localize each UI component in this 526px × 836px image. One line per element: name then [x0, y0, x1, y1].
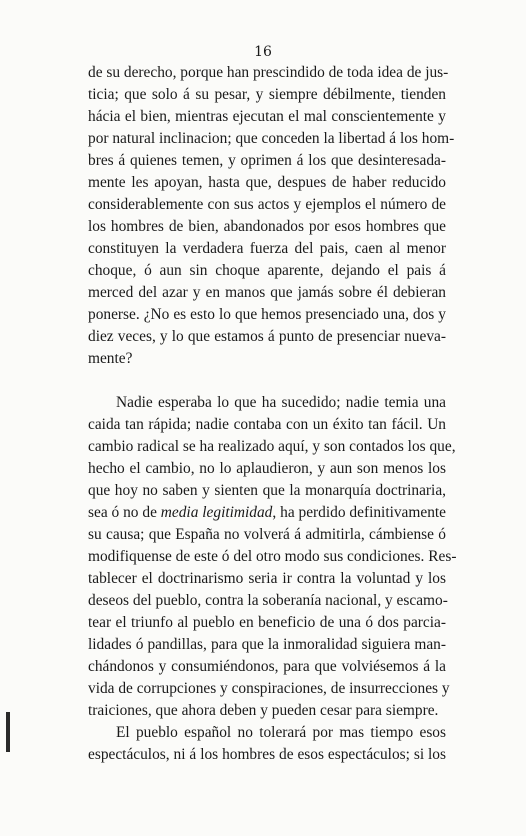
page-number: 16 — [254, 44, 272, 60]
text-line: merced del azar y en manos que jamás sobre él debieran — [88, 284, 446, 301]
text-line: bres á quienes temen, y oprimen á los que desinteresada- — [88, 152, 446, 169]
text-line: traiciones, que ahora deben y pueden cesar para siempre. — [88, 702, 439, 719]
text-line: Nadie esperaba lo que ha sucedido; nadie temia una — [116, 394, 446, 411]
italic-phrase: media legitimidad — [160, 504, 273, 521]
text-line: ticia; que solo á su pesar, y siempre débilmente, tienden — [88, 86, 446, 103]
text-line: cambio radical se ha realizado aquí, y son contados los que, — [88, 438, 456, 455]
text-line: caida tan rápida; nadie contaba con un éxito tan fácil. Un — [88, 416, 446, 433]
text-line: ponerse. ¿No es esto lo que hemos presenciado una, dos y — [88, 306, 446, 323]
text-line: El pueblo español no tolerará por mas tiempo esos — [116, 724, 446, 741]
text-line: hácia el bien, mientras ejecutan el mal conscientemente y — [88, 108, 446, 125]
text-line: tablecer el doctrinarismo seria ir contra la voluntad y los — [88, 570, 446, 587]
text-line: por natural inclinacion; que conceden la libertad á los hom- — [88, 130, 455, 147]
text-line: deseos del pueblo, contra la soberanía nacional, y escamo- — [88, 592, 448, 609]
text-line: mente les apoyan, hasta que, despues de haber reducido — [88, 174, 446, 191]
text-line: hecho el cambio, no lo aplaudieron, y aun son menos los — [88, 460, 446, 477]
text-line: chándonos y consumiéndonos, para que volviésemos á la — [88, 658, 446, 675]
text-line: mente? — [88, 350, 133, 367]
text-line: tear el triunfo al pueblo en beneficio de una ó dos parcia- — [88, 614, 446, 631]
text-line: que hoy no saben y sienten que la monarquía doctrinaria, — [88, 482, 446, 499]
text-line: choque, ó aun sin choque aparente, dejando el pais á — [88, 262, 446, 279]
text-line: lidades ó pandillas, para que la inmoralidad siguiera man- — [88, 636, 446, 653]
text-line: considerablemente con sus actos y ejemplos el número de — [88, 196, 446, 213]
text-line: los hombres de bien, abandonados por esos hombres que — [88, 218, 446, 235]
margin-mark — [6, 712, 10, 752]
text-line: constituyen la verdadera fuerza del pais, caen al menor — [88, 240, 446, 257]
text-line: espectáculos, ni á los hombres de esos espectáculos; si los — [88, 746, 446, 763]
text-line: de su derecho, porque han prescindido de toda idea de jus- — [88, 64, 449, 81]
text-line: modifiquense de este ó del otro modo sus condiciones. Res- — [88, 548, 457, 565]
text-line: vida de corrupciones y conspiraciones, de insurrecciones y — [88, 680, 450, 697]
text-line: diez veces, y lo que estamos á punto de presenciar nueva- — [88, 328, 446, 345]
text-line: su causa; que España no volverá á admitirla, cámbiense ó — [88, 526, 446, 543]
text-line: sea ó no de media legitimidad, ha perdido definitivamente — [88, 504, 446, 521]
